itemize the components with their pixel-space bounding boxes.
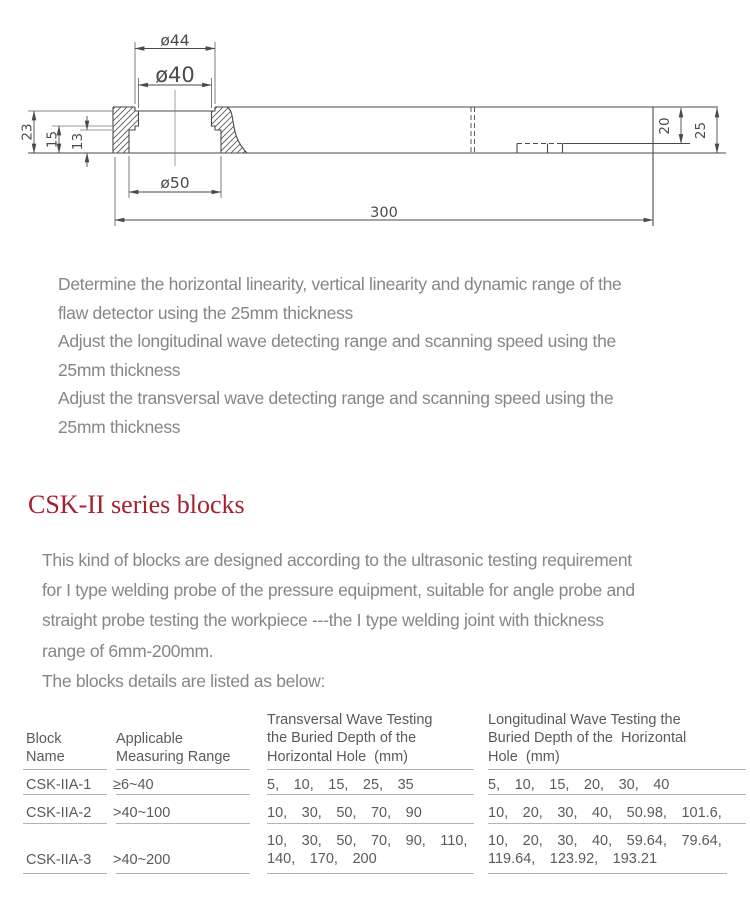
cell-block-name: CSK-IIA-3 [26, 852, 92, 868]
header-line: Hole (mm) [488, 748, 560, 765]
table-rule [116, 794, 250, 795]
table-rule [488, 873, 727, 874]
header-line: Horizontal Hole (mm) [267, 748, 408, 765]
step-extension-lines [52, 126, 113, 130]
usage-notes [58, 270, 738, 441]
cell-longitudinal: 10, 20, 30, 40, 59.64, 79.64, 119.64, 123.92, 193.21 [488, 832, 737, 868]
table-rule [267, 794, 474, 795]
section-paragraph [42, 545, 742, 696]
cell-transversal: 5, 10, 15, 25, 35 [267, 777, 414, 793]
table-rule [23, 794, 107, 795]
table-rule [488, 794, 746, 795]
paragraph-line: This kind of blocks are designed according to the ultrasonic testing requirement [42, 550, 632, 570]
table-rule [267, 873, 474, 874]
dim-label-15: 15 [44, 130, 61, 149]
table-rule [116, 823, 250, 824]
header-line: Name [26, 749, 65, 766]
column-header-block-name [26, 730, 116, 767]
dim-label-dia44: ø44 [160, 31, 190, 50]
cell-transversal: 10, 30, 50, 70, 90, 110, 140, 170, 200 [267, 832, 482, 868]
usage-line: 25mm thickness [58, 416, 181, 437]
table-rule [116, 873, 250, 874]
table-rule [267, 769, 474, 770]
cell-measuring-range: >40~100 [113, 805, 171, 821]
header-line: the Buried Depth of the [267, 730, 417, 747]
paragraph-line: range of 6mm-200mm. [42, 640, 214, 661]
cell-block-name: CSK-IIA-1 [26, 777, 92, 793]
table-rule [23, 873, 107, 874]
header-line: Measuring Range [116, 749, 231, 766]
dim-label-20: 20 [657, 117, 673, 135]
usage-line: Adjust the longitudinal wave detecting range and scanning speed using the [58, 331, 616, 351]
table-rule [23, 823, 107, 824]
usage-line: Determine the horizontal linearity, vertical linearity and dynamic range of the [58, 274, 622, 294]
header-line: Block [26, 730, 62, 747]
dim-label-dia50: ø50 [160, 174, 190, 192]
dim-label-23: 23 [19, 123, 36, 141]
usage-line: 25mm thickness [58, 359, 181, 380]
header-line: Transversal Wave Testing [267, 711, 433, 728]
header-line: Buried Depth of the Horizontal [488, 730, 687, 747]
paragraph-line: for I type welding probe of the pressure equipment, suitable for angle probe and [42, 580, 635, 601]
paragraph-line: straight probe testing the workpiece ---the I type welding joint with thickness [42, 610, 604, 631]
dim-label-25: 25 [693, 121, 709, 140]
paragraph-line: The blocks details are listed as below: [42, 670, 326, 691]
technical-drawing [0, 0, 750, 252]
table-rule [23, 769, 107, 770]
cell-longitudinal: 5, 10, 15, 20, 30, 40 [488, 777, 670, 793]
usage-line: flaw detector using the 25mm thickness [58, 302, 353, 323]
column-header-transversal [267, 711, 485, 767]
cell-transversal: 10, 30, 50, 70, 90 [267, 805, 422, 821]
column-header-longitudinal [488, 711, 748, 767]
header-line: Longitudinal Wave Testing the [488, 711, 681, 728]
table-rule [488, 823, 746, 824]
cell-measuring-range: ≥6~40 [113, 777, 154, 793]
header-line: Applicable [116, 730, 183, 747]
cell-block-name: CSK-IIA-2 [26, 805, 92, 821]
table-rule [116, 769, 250, 770]
column-header-measuring-range [116, 730, 266, 767]
dim-label-dia40: ø40 [155, 63, 195, 87]
section-heading: CSK-II series blocks [28, 490, 245, 519]
dim-label-length: 300 [370, 205, 398, 221]
table-rule [488, 769, 746, 770]
table-rule [267, 823, 474, 824]
cell-measuring-range: >40~200 [113, 852, 171, 868]
dim-label-13: 13 [70, 132, 86, 151]
cell-longitudinal: 10, 20, 30, 40, 50.98, 101.6, [488, 805, 737, 821]
usage-line: Adjust the transversal wave detecting range and scanning speed using the [58, 388, 614, 408]
